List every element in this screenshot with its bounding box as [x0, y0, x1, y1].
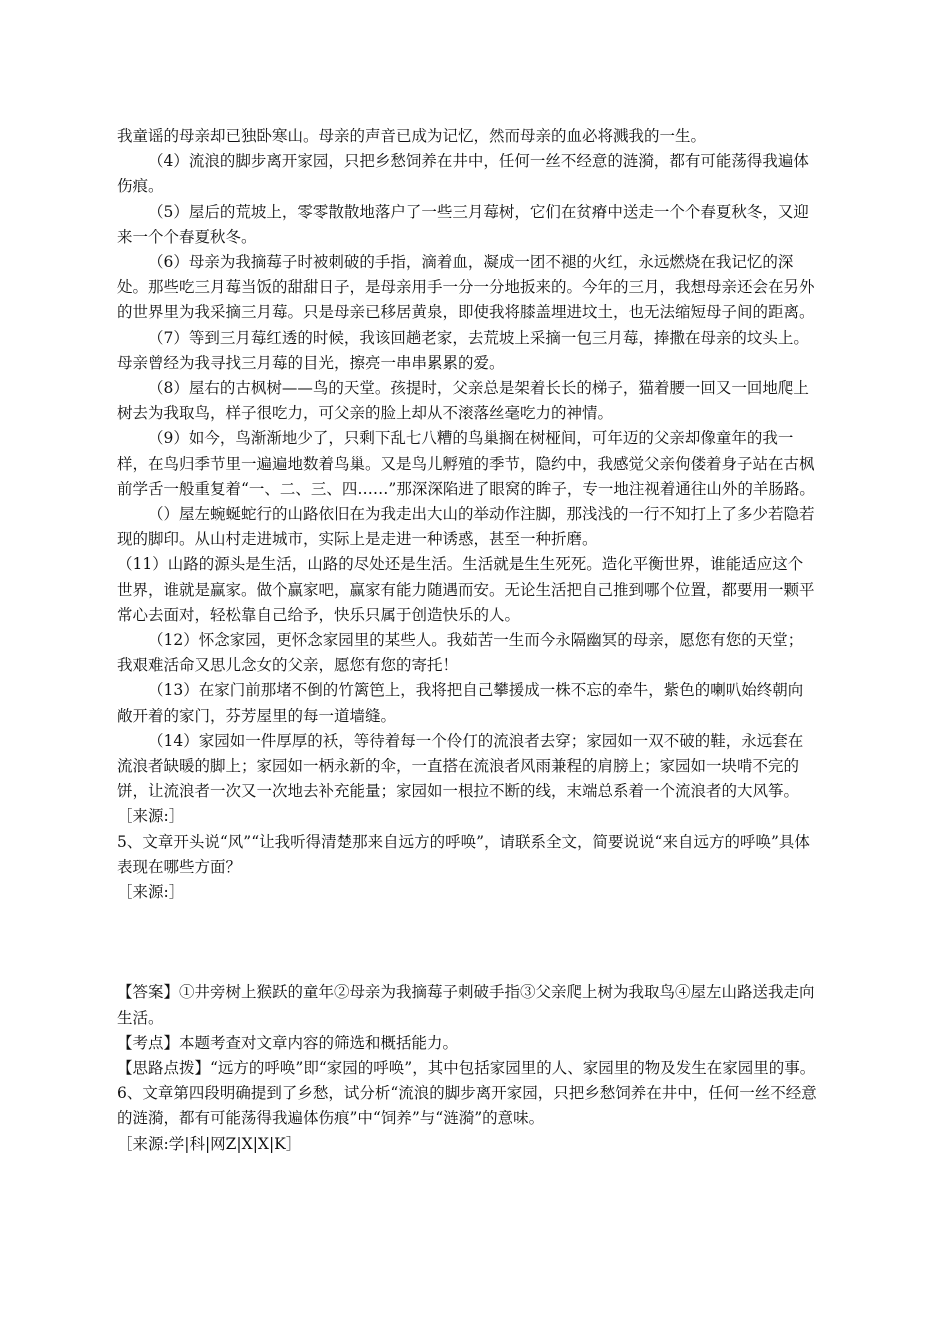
answer: 【答案】①井旁树上猴跃的童年②母亲为我摘莓子刺破手指③父亲爬上树为我取鸟④屋左山路送我走向生活。 [117, 983, 815, 1027]
blank-space [117, 905, 817, 980]
paragraph-13: （13）在家门前那堵不倒的竹篱笆上，我将把自己攀援成一株不忘的牵牛，紫色的喇叭始终朝向敞开着的家门，芬芳屋里的每一道墙缝。 [117, 681, 804, 725]
paragraph-8: （8）屋右的古枫树——鸟的天堂。孩提时，父亲总是架着长长的梯子，猫着腰一回又一回地爬上树去为我取鸟，样子很吃力，可父亲的脸上却从不滚落丝毫吃力的神情。 [117, 379, 809, 423]
paragraph-14: （14）家园如一件厚厚的袄，等待着每一个伶仃的流浪者去穿；家园如一双不破的鞋，永远套在流浪者缺暖的脚上；家园如一柄永新的伞，一直搭在流浪者风雨兼程的肩膀上；家园如一块啃不完的饼，让流浪者一次又一次地去补充能量；家园如一根拉不断的线，末端总系着一个流浪者的大风筝。［来源:］ [117, 731, 804, 826]
paragraph-5: （5）屋后的荒坡上，零零散散地落户了一些三月莓树，它们在贫瘠中送走一个个春夏秋冬，又迎来一个个春夏秋冬。 [117, 202, 809, 246]
paragraph-4: （4）流浪的脚步离开家园，只把乡愁饲养在井中，任何一丝不经意的涟漪，都有可能荡得我遍体伤痕。 [117, 152, 809, 196]
paragraph-3-end: 我童谣的母亲却已独卧寒山。母亲的声音已成为记忆，然而母亲的血必将溅我的一生。 [117, 127, 707, 145]
document-page [117, 124, 817, 1157]
paragraph-11: （11）山路的源头是生活，山路的尽处还是生活。生活就是生生死死。造化平衡世界，谁能适应这个世界，谁就是赢家。做个赢家吧，赢家有能力随遇而安。无论生活把自己推到哪个位置，都要用一颗平常心去面对，轻松靠自己给予，快乐只属于创造快乐的人。 [117, 555, 815, 624]
paragraph-9: （9）如今，鸟渐渐地少了，只剩下乱七八糟的鸟巢搁在树桠间，可年迈的父亲却像童年的我一样，在鸟归季节里一遍遍地数着鸟巢。又是鸟儿孵殖的季节，隐约中，我感觉父亲佝偻着身子站在古枫前学舌一般重复着“一、二、三、四……”那深深陷进了眼窝的眸子，专一地注视着通往山外的羊肠路。 [117, 429, 815, 498]
paragraph-7: （7）等到三月莓红透的时候，我该回趟老家，去荒坡上采摘一包三月莓，捧撒在母亲的坟头上。母亲曾经为我寻找三月莓的目光，擦亮一串串累累的爱。 [117, 328, 809, 372]
question-6: 6、文章第四段明确提到了乡愁，试分析“流浪的脚步离开家园，只把乡愁饲养在井中，任何一丝不经意的涟漪，都有可能荡得我遍体伤痕”中“饲养”与“涟漪”的意味。 [117, 1084, 817, 1128]
silu-dianbo: 【思路点拨】“远方的呼唤”即“家园的呼唤”，其中包括家园里的人、家园里的物及发生在家园里的事。 [117, 1058, 816, 1077]
source-note-1: ［来源:］ [117, 883, 185, 902]
paragraph-6: （6）母亲为我摘莓子时被刺破的手指，滴着血，凝成一团不褪的火红，永远燃烧在我记忆的深处。那些吃三月莓当饭的甜甜日子，是母亲用手一分一分地扳来的。今年的三月，我想母亲还会在另外的世界里为我采摘三月莓。只是母亲已移居黄泉，即使我将膝盖埋进坟土，也无法缩短母子间的距离。 [117, 253, 815, 322]
kaodian: 【考点】本题考查对文章内容的筛选和概括能力。 [117, 1033, 459, 1052]
question-5: 5、文章开头说“风”“让我听得清楚那来自远方的呼唤”，请联系全文，简要说说“来自远方的呼唤”具体表现在哪些方面？ [117, 832, 810, 876]
paragraph-12: （12）怀念家园，更怀念家园里的某些人。我茹苦一生而今永隔幽冥的母亲，愿您有您的天堂；我艰难活命又思儿念女的父亲，愿您有您的寄托！ [117, 631, 804, 675]
paragraph-10: （）屋左蜿蜒蛇行的山路依旧在为我走出大山的举动作注脚，那浅浅的一行不知打上了多少若隐若现的脚印。从山村走进城市，实际上是走进一种诱惑，甚至一种折磨。 [117, 505, 815, 549]
source-note-2: ［来源:学|科|网Z|X|X|K］ [117, 1134, 302, 1153]
